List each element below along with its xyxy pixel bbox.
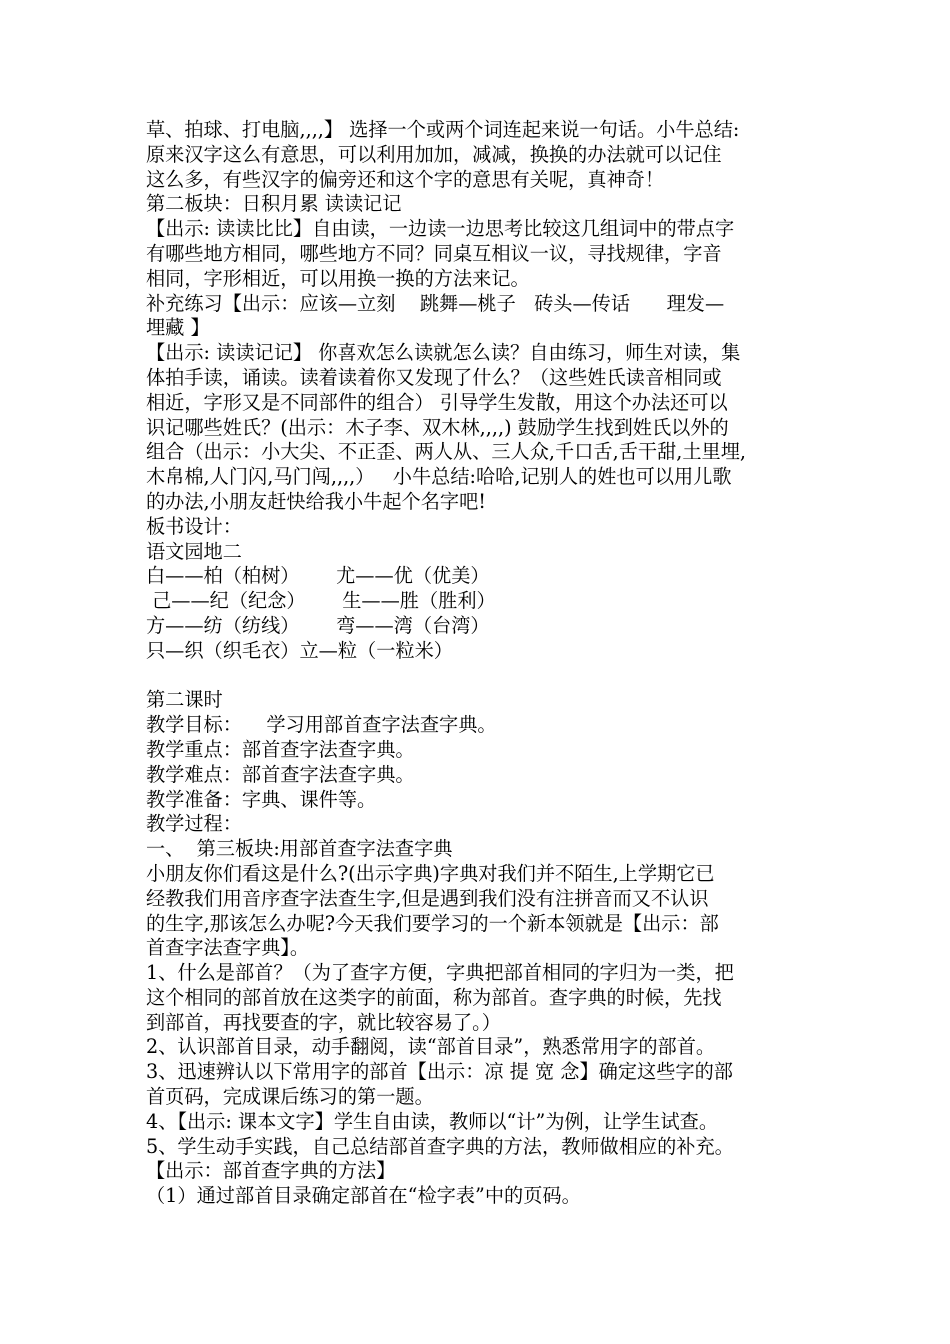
text-line: 的生字,那该怎么办呢?今天我们要学习的一个新本领就是【出示：部 bbox=[146, 911, 719, 935]
text-line: 草、拍球、打电脑,,,,】 选择一个或两个词连起来说一句话。小牛总结: bbox=[146, 118, 740, 141]
text-line: 经教我们用音序查字法查生字,但是遇到我们没有注拼音而又不认识 bbox=[146, 886, 709, 910]
text-line: 埋藏 】 bbox=[146, 316, 210, 340]
text-line: 4、【出示: 课本文字】学生自由读，教师以“计”为例，让学生试查。 bbox=[146, 1109, 719, 1133]
text-line: 识记哪些姓氏？(出示：木子李、双木林,,,,) 鼓励学生找到姓氏以外的 bbox=[146, 415, 729, 439]
text-line: 组合（出示：小大尖、不正歪、两人从、三人众,千口舌,舌干甜,土里埋, bbox=[146, 440, 747, 464]
text-line: 教学准备：字典、课件等。 bbox=[146, 787, 377, 811]
text-line: 1、什么是部首？（为了查字方便，字典把部首相同的字归为一类，把 bbox=[146, 961, 734, 985]
text-line: 的办法,小朋友赶快给我小牛起个名字吧! bbox=[146, 489, 486, 513]
text-line: 3、迅速辨认以下常用字的部首【出示：凉 提 宽 念】确定这些字的部 bbox=[146, 1060, 733, 1084]
text-line: 教学目标： 学习用部首查字法查字典。 bbox=[146, 713, 497, 737]
text-line: 小朋友你们看这是什么?(出示字典)字典对我们并不陌生,上学期它已 bbox=[146, 861, 715, 885]
text-line: 5、学生动手实践，自己总结部首查字典的方法，教师做相应的补充。 bbox=[146, 1134, 734, 1158]
board-title: 语文园地二 bbox=[146, 539, 242, 563]
text-line: 教学过程： bbox=[146, 812, 242, 836]
text-line: 这么多，有些汉字的偏旁还和这个字的意思有关呢，真神奇！ bbox=[146, 167, 665, 191]
text-line: 原来汉字这么有意思，可以利用加加，减减，换换的办法就可以记住 bbox=[146, 142, 722, 166]
text-line: 【出示: 读读比比】自由读，一边读一边思考比较这几组词中的带点字 bbox=[146, 217, 735, 241]
board-row: 白——柏（柏树） 尤——优（优美） bbox=[146, 564, 490, 588]
text-line: 首查字法查字典】。 bbox=[146, 936, 310, 960]
section-heading: 第二板块：日积月累 读读记记 bbox=[146, 192, 402, 216]
text-line: 相近，字形又是不同部件的组合） 引导学生发散，用这个办法还可以 bbox=[146, 390, 728, 414]
section-heading: 一、 第三板块:用部首查字法查字典 bbox=[146, 837, 453, 861]
blank-line bbox=[146, 664, 816, 689]
board-row: 方——纺（纺线） 弯——湾（台湾） bbox=[146, 613, 490, 637]
board-row: 己——纪（纪念） 生——胜（胜利） bbox=[146, 589, 496, 613]
text-line: 到部首，再找要查的字，就比较容易了。） bbox=[146, 1010, 501, 1034]
text-line: 体拍手读，诵读。读着读着你又发现了什么？（这些姓氏读音相同或 bbox=[146, 365, 722, 389]
board-row: 只—织（织毛衣）立—粒（一粒米） bbox=[146, 638, 453, 662]
text-line: 首页码，完成课后练习的第一题。 bbox=[146, 1085, 434, 1109]
text-line: （1）通过部首目录确定部首在“检字表”中的页码。 bbox=[146, 1184, 581, 1208]
text-line: 2、认识部首目录，动手翻阅，读“部首目录”，熟悉常用字的部首。 bbox=[146, 1035, 716, 1059]
lesson-heading: 第二课时 bbox=[146, 688, 223, 712]
text-line: 木帛棉,人门闪,马门闯,,,,） 小牛总结:哈哈,记别人的姓也可以用儿歌 bbox=[146, 465, 732, 489]
text-line: 教学重点：部首查字法查字典。 bbox=[146, 737, 415, 761]
text-line: 有哪些地方相同，哪些地方不同？同桌互相议一议，寻找规律，字音 bbox=[146, 241, 722, 265]
text-line: 补充练习【出示：应该—立刻 跳舞—桃子 砖头—传话 理发— bbox=[146, 291, 725, 315]
text-line: 【出示：部首查字典的方法】 bbox=[146, 1159, 396, 1183]
document-page bbox=[146, 118, 816, 1209]
board-design-heading: 板书设计： bbox=[146, 514, 242, 538]
text-line: 相同，字形相近，可以用换一换的方法来记。 bbox=[146, 266, 530, 290]
text-line: 这个相同的部首放在这类字的前面，称为部首。查字典的时候，先找 bbox=[146, 985, 722, 1009]
text-line: 教学难点：部首查字法查字典。 bbox=[146, 762, 415, 786]
text-line: 【出示: 读读记记】 你喜欢怎么读就怎么读？自由练习，师生对读，集 bbox=[146, 341, 741, 365]
